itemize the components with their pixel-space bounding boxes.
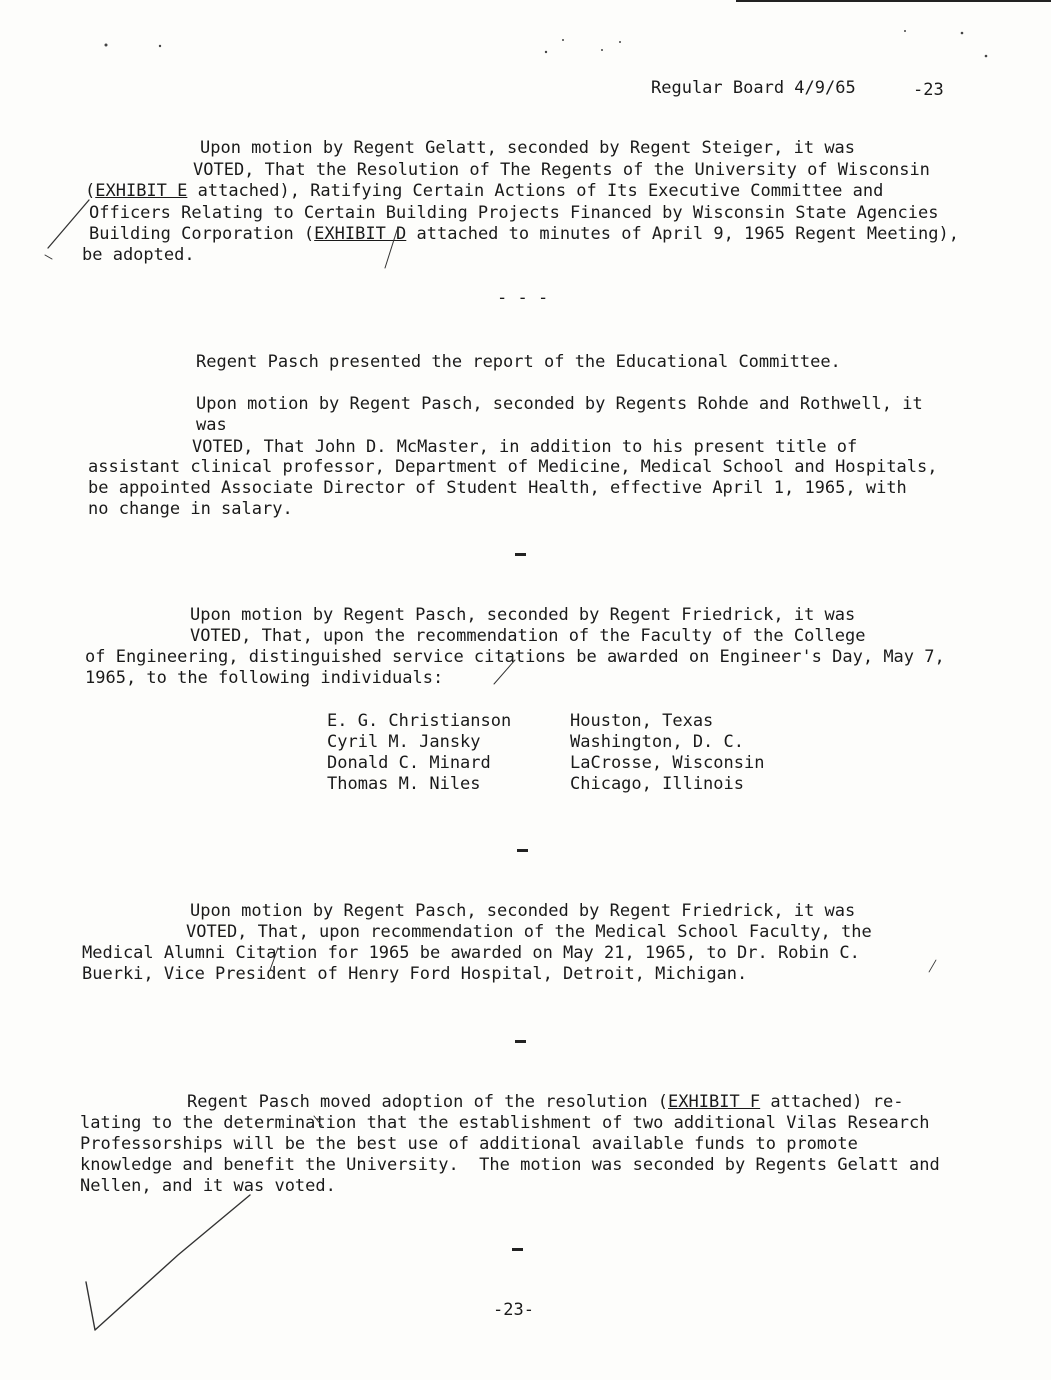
- honoree-name: E. G. Christianson: [327, 711, 512, 731]
- vilas-resolution-line-1: Regent Pasch moved adoption of the resolution (EXHIBIT F attached) re-: [187, 1092, 904, 1112]
- motion-mcmaster-line-5: be appointed Associate Director of Student Health, effective April 1, 1965, with: [88, 478, 907, 498]
- motion-gelatt-line-3: (EXHIBIT E attached), Ratifying Certain Actions of Its Executive Committee and: [85, 181, 884, 201]
- pen-stroke: [385, 227, 398, 268]
- checkmark-icon: [86, 1195, 250, 1330]
- motion-mcmaster-line-6: no change in salary.: [88, 499, 293, 519]
- speck: [961, 32, 964, 35]
- motion-mcmaster-line-4: assistant clinical professor, Department of Medicine, Medical School and Hospitals,: [88, 457, 938, 477]
- motion-buerki-line-2: VOTED, That, upon recommendation of the Medical School Faculty, the: [186, 922, 872, 942]
- speck: [904, 30, 906, 32]
- speck: [562, 39, 564, 41]
- honoree-name: Cyril M. Jansky: [327, 732, 481, 752]
- board-date-header: Regular Board 4/9/65: [651, 78, 856, 98]
- motion-mcmaster-line-1: Upon motion by Regent Pasch, seconded by Regents Rohde and Rothwell, it: [196, 394, 923, 414]
- exhibit-f-ref: EXHIBIT F: [668, 1092, 761, 1112]
- motion-buerki-line-1: Upon motion by Regent Pasch, seconded by Regent Friedrick, it was: [190, 901, 856, 921]
- honoree-city: Houston, Texas: [570, 711, 714, 731]
- motion-mcmaster-line-3: VOTED, That John D. McMaster, in addition to his present title of: [192, 437, 858, 457]
- checkmark-icon: [48, 200, 89, 248]
- motion-gelatt-line-5: Building Corporation (EXHIBIT D attached to minutes of April 9, 1965 Regent Meeting),: [89, 224, 959, 244]
- pen-stroke: [314, 1116, 322, 1126]
- section-separator: - - -: [497, 288, 549, 308]
- honoree-name: Thomas M. Niles: [327, 774, 481, 794]
- speck: [619, 41, 621, 43]
- honoree-city: Chicago, Illinois: [570, 774, 744, 794]
- page-number: -23-: [493, 1300, 534, 1320]
- speck: [985, 55, 988, 58]
- speck: [159, 45, 161, 47]
- honoree-city: Washington, D. C.: [570, 732, 744, 752]
- vilas-resolution-line-4: knowledge and benefit the University. The motion was seconded by Regents Gelatt and: [80, 1155, 940, 1175]
- speck: [601, 49, 603, 51]
- motion-gelatt-line-1: Upon motion by Regent Gelatt, seconded by Regent Steiger, it was: [200, 138, 856, 158]
- page-reference: -23: [913, 80, 944, 100]
- motion-citations-line-2: VOTED, That, upon the recommendation of the Faculty of the College: [190, 626, 866, 646]
- speck: [105, 44, 108, 47]
- honoree-city: LaCrosse, Wisconsin: [570, 753, 765, 773]
- vilas-resolution-line-2: lating to the determination that the establishment of two additional Vilas Research: [80, 1113, 930, 1133]
- educational-committee-report: Regent Pasch presented the report of the Educational Committee.: [196, 352, 841, 372]
- motion-buerki-line-4: Buerki, Vice President of Henry Ford Hospital, Detroit, Michigan.: [82, 964, 748, 984]
- exhibit-d-ref: EXHIBIT D: [314, 224, 407, 244]
- motion-buerki-line-3: Medical Alumni Citation for 1965 be awarded on May 21, 1965, to Dr. Robin C.: [82, 943, 860, 963]
- motion-citations-line-3: of Engineering, distinguished service citations be awarded on Engineer's Day, May 7,: [85, 647, 945, 667]
- motion-citations-line-4: 1965, to the following individuals:: [85, 668, 444, 688]
- pen-stroke: [494, 660, 515, 684]
- motion-gelatt-line-2: VOTED, That the Resolution of The Regents of the University of Wisconsin: [193, 160, 930, 180]
- vilas-resolution-line-5: Nellen, and it was voted.: [80, 1176, 336, 1196]
- motion-gelatt-line-6: be adopted.: [82, 245, 195, 265]
- motion-gelatt-line-4: Officers Relating to Certain Building Projects Financed by Wisconsin State Agencies: [89, 203, 939, 223]
- motion-citations-line-1: Upon motion by Regent Pasch, seconded by Regent Friedrick, it was: [190, 605, 856, 625]
- pen-stroke: [929, 960, 936, 972]
- honoree-name: Donald C. Minard: [327, 753, 491, 773]
- pen-stroke: [270, 948, 278, 970]
- motion-mcmaster-line-2: was: [196, 415, 227, 435]
- speck: [545, 51, 547, 53]
- exhibit-e-ref: EXHIBIT E: [95, 181, 188, 201]
- checkmark-icon: [45, 255, 52, 259]
- vilas-resolution-line-3: Professorships will be the best use of additional available funds to promote: [80, 1134, 858, 1154]
